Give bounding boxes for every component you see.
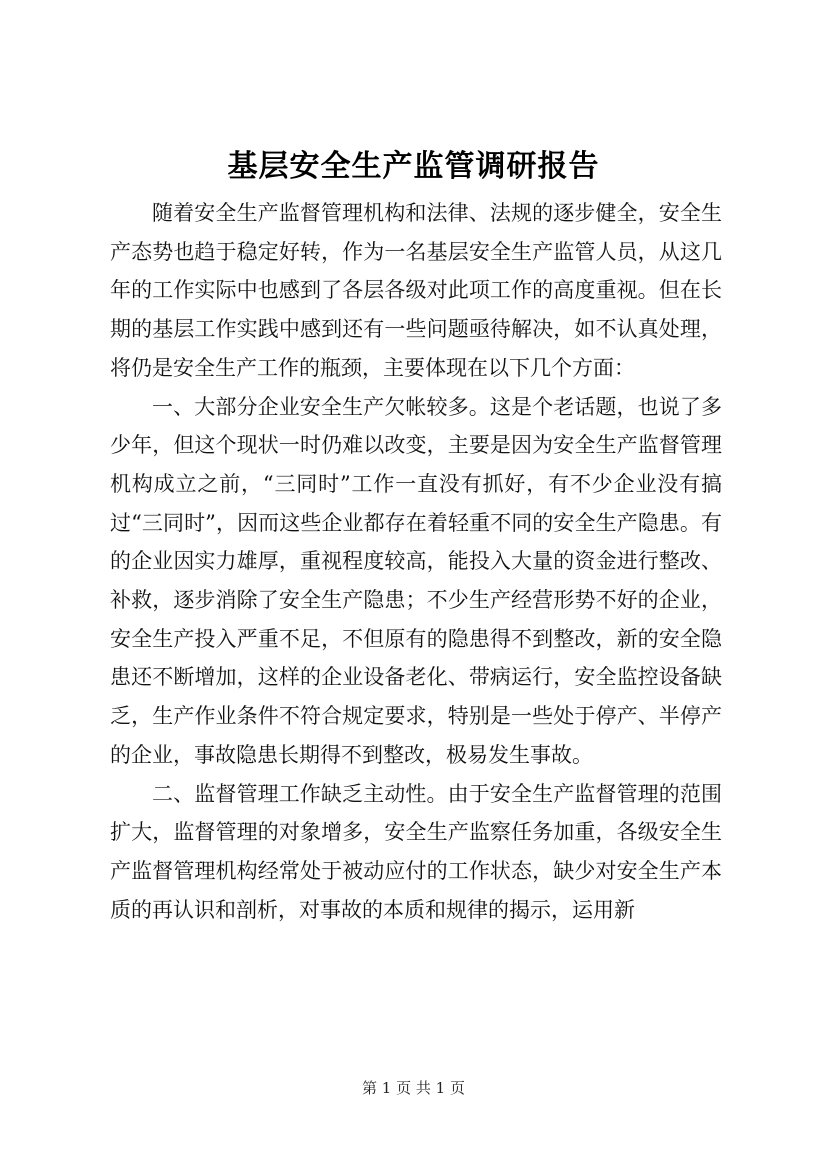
paragraph-point-one: 一、大部分企业安全生产欠帐较多。这是个老话题，也说了多少年，但这个现状一时仍难以改变，主要是因为安全生产监督管理机构成立之前，“三同时”工作一直没有抓好，有不少企业没有搞过“三同时”，因而这些企业都存在着轻重不同的安全生产隐患。有的企业因实力雄厚，重视程度较高，能投入大量的资金进行整改、补救，逐步消除了安全生产隐患；不少生产经营形势不好的企业，安全生产投入严重不足，不但原有的隐患得不到整改，新的安全隐患还不断增加，这样的企业设备老化、带病运行，安全监控设备缺乏，生产作业条件不符合规定要求，特别是一些处于停产、半停产的企业，事故隐患长期得不到整改，极易发生事故。 [110, 394, 722, 767]
page-number-footer: 第 1 页 共 1 页 [362, 1079, 465, 1097]
document-body [110, 194, 722, 929]
document-title: 基层安全生产监管调研报告 [227, 149, 600, 184]
paragraph-intro: 随着安全生产监督管理机构和法律、法规的逐步健全，安全生产态势也趋于稳定好转，作为一名基层安全生产监管人员，从这几年的工作实际中也感到了各层各级对此项工作的高度重视。但在长期的基层工作实践中感到还有一些问题亟待解决，如不认真处理，将仍是安全生产工作的瓶颈，主要体现在以下几个方面： [110, 201, 722, 380]
paragraph-point-two: 二、监督管理工作缺乏主动性。由于安全生产监督管理的范围扩大，监督管理的对象增多，安全生产监察任务加重，各级安全生产监督管理机构经常处于被动应付的工作状态，缺少对安全生产本质的再认识和剖析，对事故的本质和规律的揭示，运用新 [110, 781, 722, 922]
